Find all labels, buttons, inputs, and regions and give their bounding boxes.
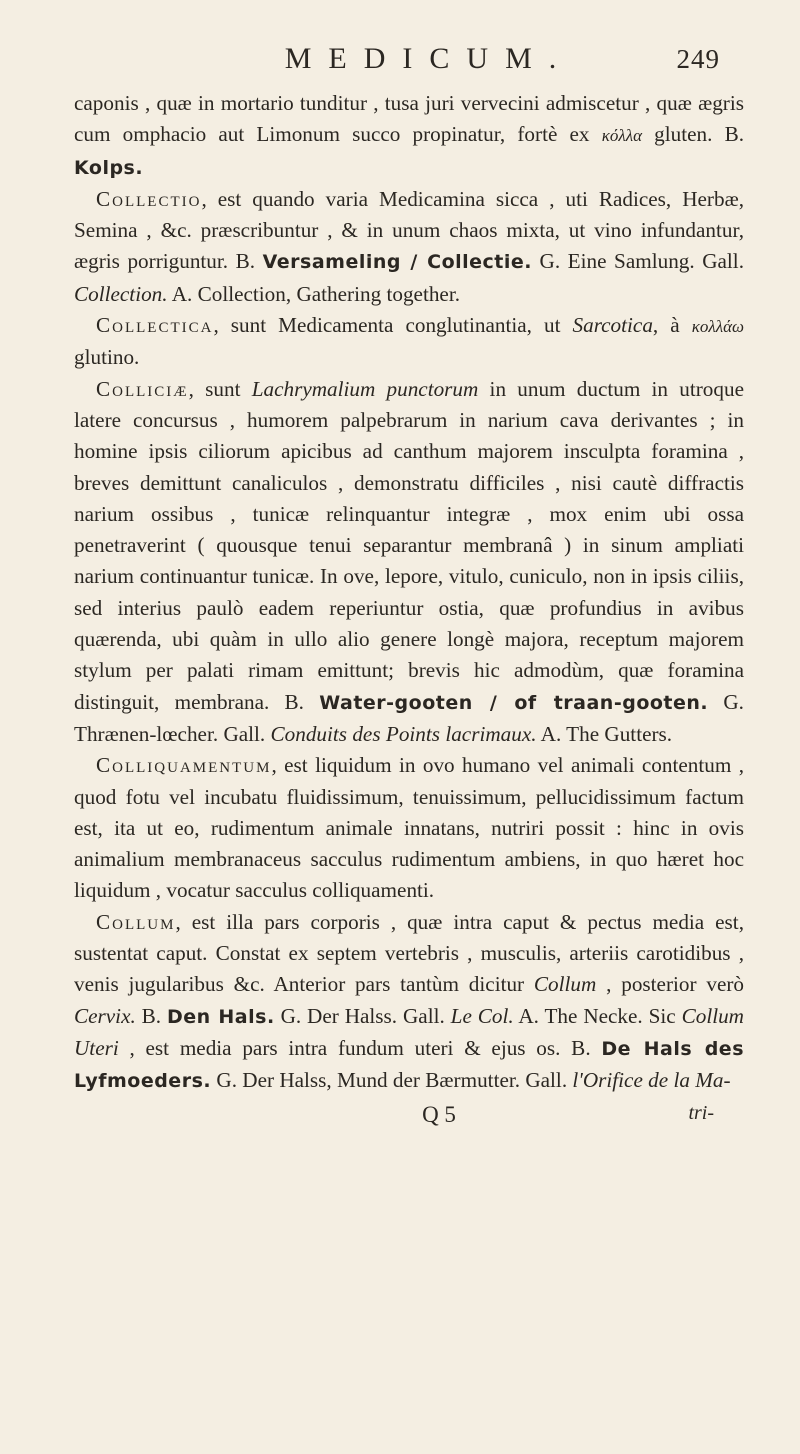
running-title: MEDICUM.	[284, 42, 574, 75]
entry-collectio	[74, 184, 744, 310]
italic-term: Lachrymalium punctorum	[251, 376, 479, 401]
entry-text: A. The Necke. Sic	[513, 1003, 682, 1028]
entry-collum	[74, 907, 744, 1098]
french-term: Collection.	[74, 281, 168, 306]
entry-text: A. The Gutters.	[536, 721, 673, 746]
entry-text: caponis , quæ in mortario tunditur , tusa juri vervecini admiscetur , quæ ægris cum omphacio aut Limonum succo propinatur, fortè ex	[74, 91, 744, 147]
entry-text: glutino.	[74, 345, 140, 370]
entry-text: G. Thrænen-lœcher. Gall.	[74, 689, 744, 746]
signature-mark: Q 5	[422, 1101, 456, 1127]
greek-word: κόλλα	[601, 126, 642, 146]
french-term: Conduits des Points lacrimaux.	[270, 721, 537, 746]
running-header	[74, 42, 744, 88]
entry-continuation	[74, 88, 744, 184]
italic-term: Collum	[533, 972, 597, 997]
entry-text: G. Eine Samlung. Gall.	[532, 249, 744, 274]
dictionary-body	[74, 88, 744, 1098]
entry-text: , à	[652, 313, 692, 338]
entry-text: A. Collection, Gathering together.	[167, 281, 461, 306]
italic-term: Collum Uteri	[74, 1003, 744, 1060]
page-number: 249	[676, 44, 720, 74]
headword: Collectio	[96, 186, 202, 211]
italic-term: Sarcotica	[572, 313, 653, 338]
entry-collectica	[74, 310, 744, 374]
entry-colliciae	[74, 374, 744, 751]
entry-text: , est liquidum in ovo humano vel animali contentum , quod fotu vel incubatu fluidissimum, tenuissimum, pellucidissimum factum est, ita ut eo, rudimentum animale innatans, nutriri possit : hinc in ovis animalium membranaceus sacculus rudimentum ambiens, in quo hæret hoc liquidum , vocatur sacculus colliquamenti.	[74, 753, 744, 903]
entry-text: G. Der Halss. Gall.	[274, 1003, 451, 1028]
greek-word: κολλάω	[691, 317, 744, 337]
entry-text: in unum ductum in utroque latere concursus , humorem palpebrarum in narium cava derivantes ; in homine ipsis ciliorum apicibus ad canthum majorem insculpta foramina , breves demittunt canaliculos , demonstratu difficiles , nisi cautè diffractis narium ossibus , tunicæ relinquantur integræ , mox enim ubi ossa penetraverint ( quousque tenui separantur membranâ ) in sinum ampliati narium continuantur tunicæ. In ove, lepore, vitulo, cuniculo, non in ipsis ciliis, sed interius paulò eadem reperiuntur ostia, quæ profundius in avibus quærenda, ubi quàm in ullo alio genere longè majora, receptum majorem stylum per palati rimam emittunt; brevis hic admodùm, quæ foramina distinguit, membrana. B.	[74, 376, 744, 714]
headword: Colliquamentum	[96, 753, 272, 778]
headword: Collum	[96, 909, 176, 934]
entry-text: , sunt Medicamenta conglutinantia, ut	[213, 313, 573, 338]
entry-text: gluten. B.	[642, 122, 744, 147]
headword: Colliciæ	[96, 376, 189, 401]
french-term: l'Orifice de la Ma-	[572, 1068, 731, 1093]
entry-text: , est illa pars corporis , quæ intra caput & pectus media est, sustentat caput. Constat ex septem vertebris , musculis, arteriis carotidibus , venis jugularibus &c. Anterior pars tantùm dicitur	[74, 909, 744, 997]
entry-text: , est media pars intra fundum uteri & ejus os. B.	[118, 1035, 602, 1060]
entry-text: B.	[135, 1003, 167, 1028]
dutch-term: De Hals des Lyfmoeders.	[74, 1037, 745, 1093]
french-term: Le Col.	[450, 1003, 514, 1028]
page-footer	[74, 1102, 744, 1136]
dutch-term: Versameling / Collectie.	[262, 251, 533, 274]
entry-text: , sunt	[188, 376, 252, 401]
entry-text: , posterior verò	[596, 972, 744, 997]
entry-text: G. Der Halss, Mund der Bærmutter. Gall.	[211, 1068, 573, 1093]
catchword: tri-	[688, 1101, 714, 1124]
italic-term: Cervix.	[74, 1003, 136, 1028]
entry-text: , est quando varia Medicamina sicca , uti Radices, Herbæ, Semina , &c. præscribuntur , & in unum chaos mixta, ut vino infundantur, ægris porriguntur. B.	[74, 186, 744, 274]
dutch-term: Kolps.	[74, 156, 144, 179]
entry-colliquamentum	[74, 750, 744, 906]
dutch-term: Water-gooten / of traan-gooten.	[319, 691, 709, 714]
dutch-term: Den Hals.	[167, 1005, 275, 1028]
headword: Collectica	[96, 313, 214, 338]
